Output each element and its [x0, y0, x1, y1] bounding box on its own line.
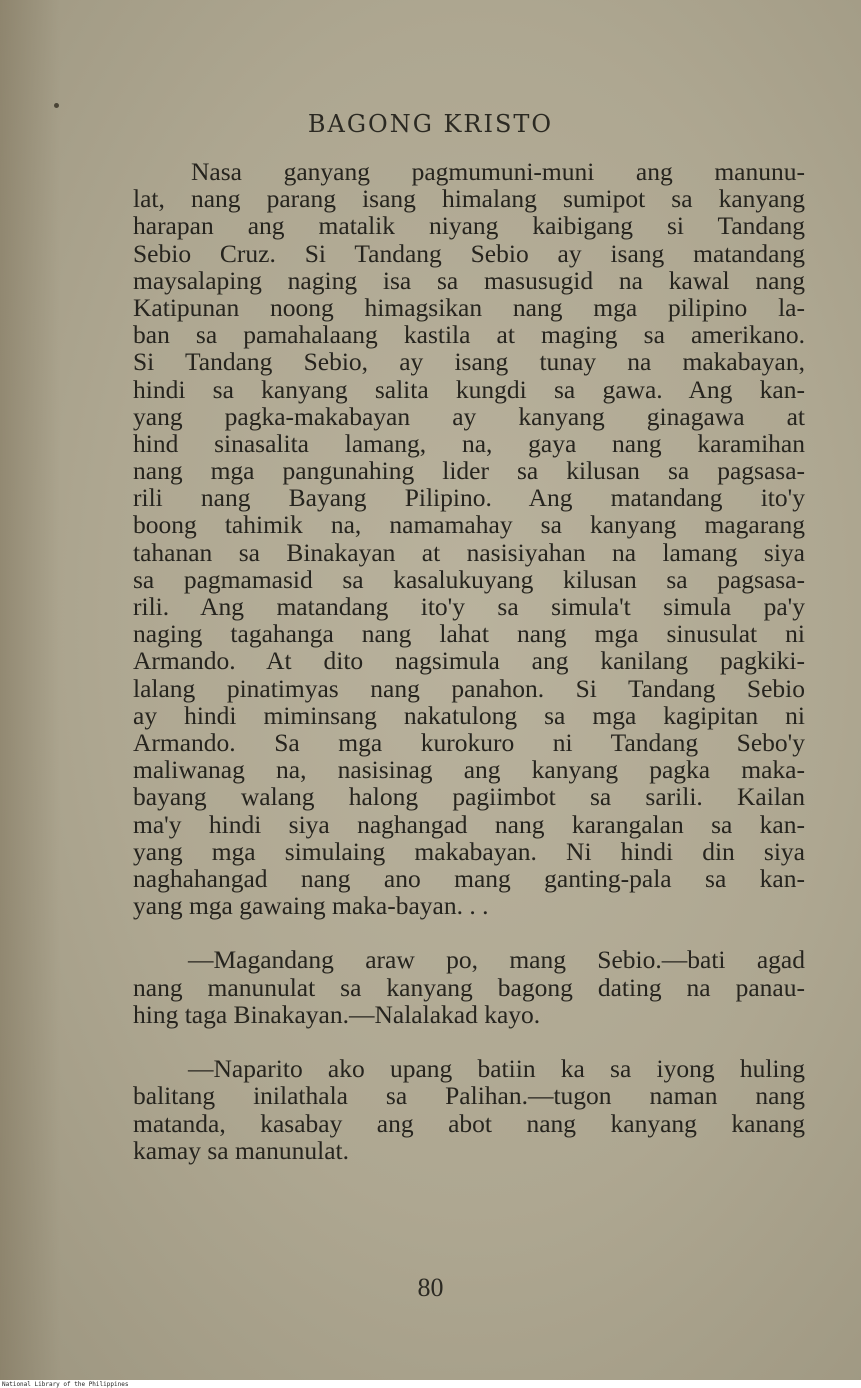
page-edge-shadow: [0, 0, 60, 1380]
text-line: yang mga gawaing maka-bayan. . .: [133, 891, 489, 921]
text-line: naghahangad nang ano mang ganting-pala sa kan-: [133, 863, 805, 893]
text-line: hind sinasalita lamang, na, gaya nang karamihan: [133, 428, 805, 458]
ink-speck: [54, 103, 59, 108]
text-line: Nasa ganyang pagmumuni-muni ang manunu-: [191, 157, 805, 186]
text-line: hing taga Binakayan.—Nalalakad kayo.: [133, 999, 541, 1029]
text-line: rili nang Bayang Pilipino. Ang matandang ito'y: [133, 483, 805, 513]
text-line: yang mga simulaing makabayan. Ni hindi din siya: [133, 836, 805, 866]
text-line: nang manunulat sa kanyang bagong dating na panau-: [133, 972, 805, 1002]
text-line: maysalaping naging isa sa masusugid na kawal nang: [133, 265, 805, 295]
text-line: ma'y hindi siya naghangad nang karangalan sa kan-: [133, 809, 805, 839]
text-line: —Magandang araw po, mang Sebio.—bati agad: [188, 945, 805, 975]
text-line: ay hindi miminsang nakatulong sa mga kagipitan ni: [133, 700, 805, 730]
text-line: Armando. Sa mga kurokuro ni Tandang Sebo'y: [133, 727, 805, 757]
text-line: Armando. At dito nagsimula ang kanilang pagkiki-: [133, 646, 805, 676]
running-header: BAGONG KRISTO: [307, 110, 554, 138]
text-line: sa pagmamasid sa kasalukuyang kilusan sa pagsasa-: [133, 564, 805, 594]
text-line: —Naparito ako upang batiin ka sa iyong huling: [188, 1054, 805, 1084]
text-line: hindi sa kanyang salita kungdi sa gawa. Ang kan-: [133, 374, 805, 404]
text-line: Katipunan noong himagsikan nang mga pilipino la-: [133, 292, 805, 322]
text-line: boong tahimik na, namamahay sa kanyang magarang: [133, 510, 805, 540]
text-line: harapan ang matalik niyang kaibigang si Tandang: [133, 211, 805, 241]
text-line: lalang pinatimyas nang panahon. Si Tandang Sebio: [133, 673, 805, 703]
text-line: kamay sa manunulat.: [133, 1135, 349, 1165]
paragraph-gap: [133, 1028, 805, 1055]
library-credit: National Library of the Philippines: [2, 1381, 129, 1388]
text-line: yang pagka-makabayan ay kanyang ginagawa at: [133, 401, 805, 431]
text-line: ban sa pamahalaang kastila at maging sa amerikano.: [133, 320, 805, 350]
text-line: balitang inilathala sa Palihan.—tugon naman nang: [133, 1081, 805, 1111]
body-text: [133, 158, 805, 1164]
text-line: maliwanag na, nasisinag ang kanyang pagka maka-: [133, 755, 805, 785]
paragraph-gap: [133, 919, 805, 946]
text-line: lat, nang parang isang himalang sumipot sa kanyang: [133, 184, 805, 214]
text-line: nang mga pangunahing lider sa kilusan sa pagsasa-: [133, 456, 805, 486]
text-line: Sebio Cruz. Si Tandang Sebio ay isang matandang: [133, 238, 805, 268]
text-line: naging tagahanga nang lahat nang mga sinusulat ni: [133, 619, 805, 649]
text-line: matanda, kasabay ang abot nang kanyang kanang: [133, 1108, 805, 1138]
page-number: 80: [417, 1273, 444, 1302]
text-line: tahanan sa Binakayan at nasisiyahan na lamang siya: [133, 537, 805, 567]
text-line: bayang walang halong pagiimbot sa sarili. Kailan: [133, 782, 805, 812]
text-line: rili. Ang matandang ito'y sa simula't simula pa'y: [133, 592, 805, 621]
text-line: Si Tandang Sebio, ay isang tunay na makabayan,: [133, 347, 805, 377]
